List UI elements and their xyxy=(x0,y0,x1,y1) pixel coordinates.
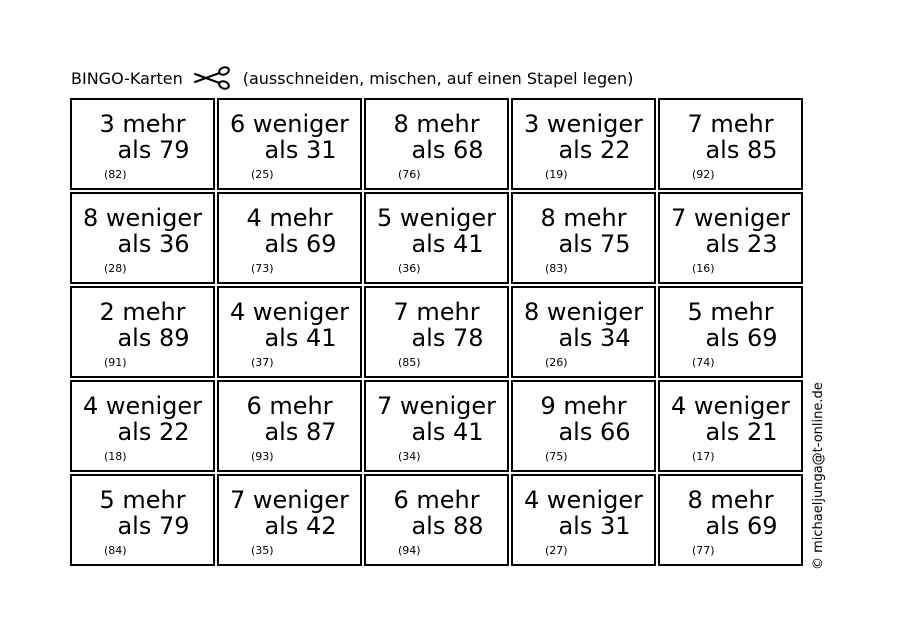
bingo-card xyxy=(364,380,509,472)
card-base-number: als 36 xyxy=(117,230,190,258)
bingo-card xyxy=(217,286,362,378)
card-base-number: als 79 xyxy=(117,512,190,540)
card-answer: (18) xyxy=(104,450,127,463)
card-operation: 8 mehr xyxy=(393,110,480,138)
bingo-card xyxy=(658,286,803,378)
card-answer: (74) xyxy=(692,356,715,369)
bingo-card xyxy=(511,474,656,566)
card-base-number: als 85 xyxy=(705,136,778,164)
bingo-card xyxy=(511,286,656,378)
card-base-number: als 34 xyxy=(558,324,631,352)
card-answer: (34) xyxy=(398,450,421,463)
card-base-number: als 42 xyxy=(264,512,337,540)
card-operation: 8 weniger xyxy=(523,298,644,326)
bingo-card xyxy=(511,192,656,284)
card-base-number: als 79 xyxy=(117,136,190,164)
bingo-card xyxy=(70,98,215,190)
card-operation: 4 weniger xyxy=(229,298,350,326)
card-answer: (28) xyxy=(104,262,127,275)
bingo-card xyxy=(658,380,803,472)
bingo-card xyxy=(511,380,656,472)
card-operation: 5 mehr xyxy=(99,486,186,514)
card-base-number: als 23 xyxy=(705,230,778,258)
bingo-card xyxy=(70,380,215,472)
card-answer: (93) xyxy=(251,450,274,463)
bingo-card xyxy=(364,286,509,378)
card-operation: 5 weniger xyxy=(376,204,497,232)
card-base-number: als 41 xyxy=(411,230,484,258)
card-operation: 6 weniger xyxy=(229,110,350,138)
bingo-card xyxy=(511,98,656,190)
bingo-card xyxy=(658,192,803,284)
card-answer: (84) xyxy=(104,544,127,557)
card-base-number: als 75 xyxy=(558,230,631,258)
bingo-card xyxy=(658,474,803,566)
card-answer: (73) xyxy=(251,262,274,275)
bingo-card xyxy=(364,474,509,566)
bingo-card xyxy=(217,380,362,472)
bingo-card xyxy=(217,98,362,190)
card-operation: 6 mehr xyxy=(246,392,333,420)
card-base-number: als 41 xyxy=(264,324,337,352)
card-base-number: als 41 xyxy=(411,418,484,446)
card-operation: 8 mehr xyxy=(687,486,774,514)
header xyxy=(71,66,633,90)
card-base-number: als 68 xyxy=(411,136,484,164)
card-base-number: als 88 xyxy=(411,512,484,540)
card-answer: (83) xyxy=(545,262,568,275)
bingo-card-grid xyxy=(70,98,805,568)
card-answer: (25) xyxy=(251,168,274,181)
bingo-card xyxy=(364,192,509,284)
card-operation: 4 weniger xyxy=(670,392,791,420)
card-answer: (91) xyxy=(104,356,127,369)
card-base-number: als 69 xyxy=(705,324,778,352)
card-operation: 2 mehr xyxy=(99,298,186,326)
card-operation: 7 mehr xyxy=(393,298,480,326)
card-answer: (85) xyxy=(398,356,421,369)
card-answer: (19) xyxy=(545,168,568,181)
card-base-number: als 78 xyxy=(411,324,484,352)
card-operation: 4 mehr xyxy=(246,204,333,232)
scissors-icon xyxy=(193,66,231,90)
card-answer: (35) xyxy=(251,544,274,557)
bingo-card xyxy=(70,474,215,566)
card-operation: 4 weniger xyxy=(523,486,644,514)
card-answer: (92) xyxy=(692,168,715,181)
instructions-text: (ausschneiden, mischen, auf einen Stapel legen) xyxy=(242,68,634,88)
bingo-card xyxy=(364,98,509,190)
bingo-card xyxy=(658,98,803,190)
bingo-card xyxy=(217,474,362,566)
card-answer: (27) xyxy=(545,544,568,557)
card-operation: 8 weniger xyxy=(82,204,203,232)
card-base-number: als 22 xyxy=(117,418,190,446)
card-operation: 6 mehr xyxy=(393,486,480,514)
page-title: BINGO-Karten xyxy=(71,68,183,88)
card-base-number: als 31 xyxy=(558,512,631,540)
card-answer: (16) xyxy=(692,262,715,275)
card-operation: 8 mehr xyxy=(540,204,627,232)
card-base-number: als 31 xyxy=(264,136,337,164)
card-operation: 3 weniger xyxy=(523,110,644,138)
card-operation: 5 mehr xyxy=(687,298,774,326)
card-base-number: als 87 xyxy=(264,418,337,446)
bingo-card xyxy=(70,286,215,378)
card-answer: (76) xyxy=(398,168,421,181)
card-operation: 7 weniger xyxy=(376,392,497,420)
card-answer: (36) xyxy=(398,262,421,275)
bingo-card xyxy=(70,192,215,284)
card-operation: 9 mehr xyxy=(540,392,627,420)
card-operation: 3 mehr xyxy=(99,110,186,138)
card-answer: (82) xyxy=(104,168,127,181)
card-answer: (94) xyxy=(398,544,421,557)
card-operation: 7 mehr xyxy=(687,110,774,138)
card-base-number: als 69 xyxy=(264,230,337,258)
card-operation: 7 weniger xyxy=(670,204,791,232)
card-answer: (37) xyxy=(251,356,274,369)
card-base-number: als 21 xyxy=(705,418,778,446)
card-base-number: als 22 xyxy=(558,136,631,164)
card-base-number: als 89 xyxy=(117,324,190,352)
card-answer: (75) xyxy=(545,450,568,463)
card-answer: (17) xyxy=(692,450,715,463)
copyright-text: © michaeljunga@t-online.de xyxy=(811,382,826,570)
card-answer: (26) xyxy=(545,356,568,369)
bingo-card xyxy=(217,192,362,284)
card-answer: (77) xyxy=(692,544,715,557)
card-base-number: als 66 xyxy=(558,418,631,446)
card-operation: 4 weniger xyxy=(82,392,203,420)
card-base-number: als 69 xyxy=(705,512,778,540)
card-operation: 7 weniger xyxy=(229,486,350,514)
